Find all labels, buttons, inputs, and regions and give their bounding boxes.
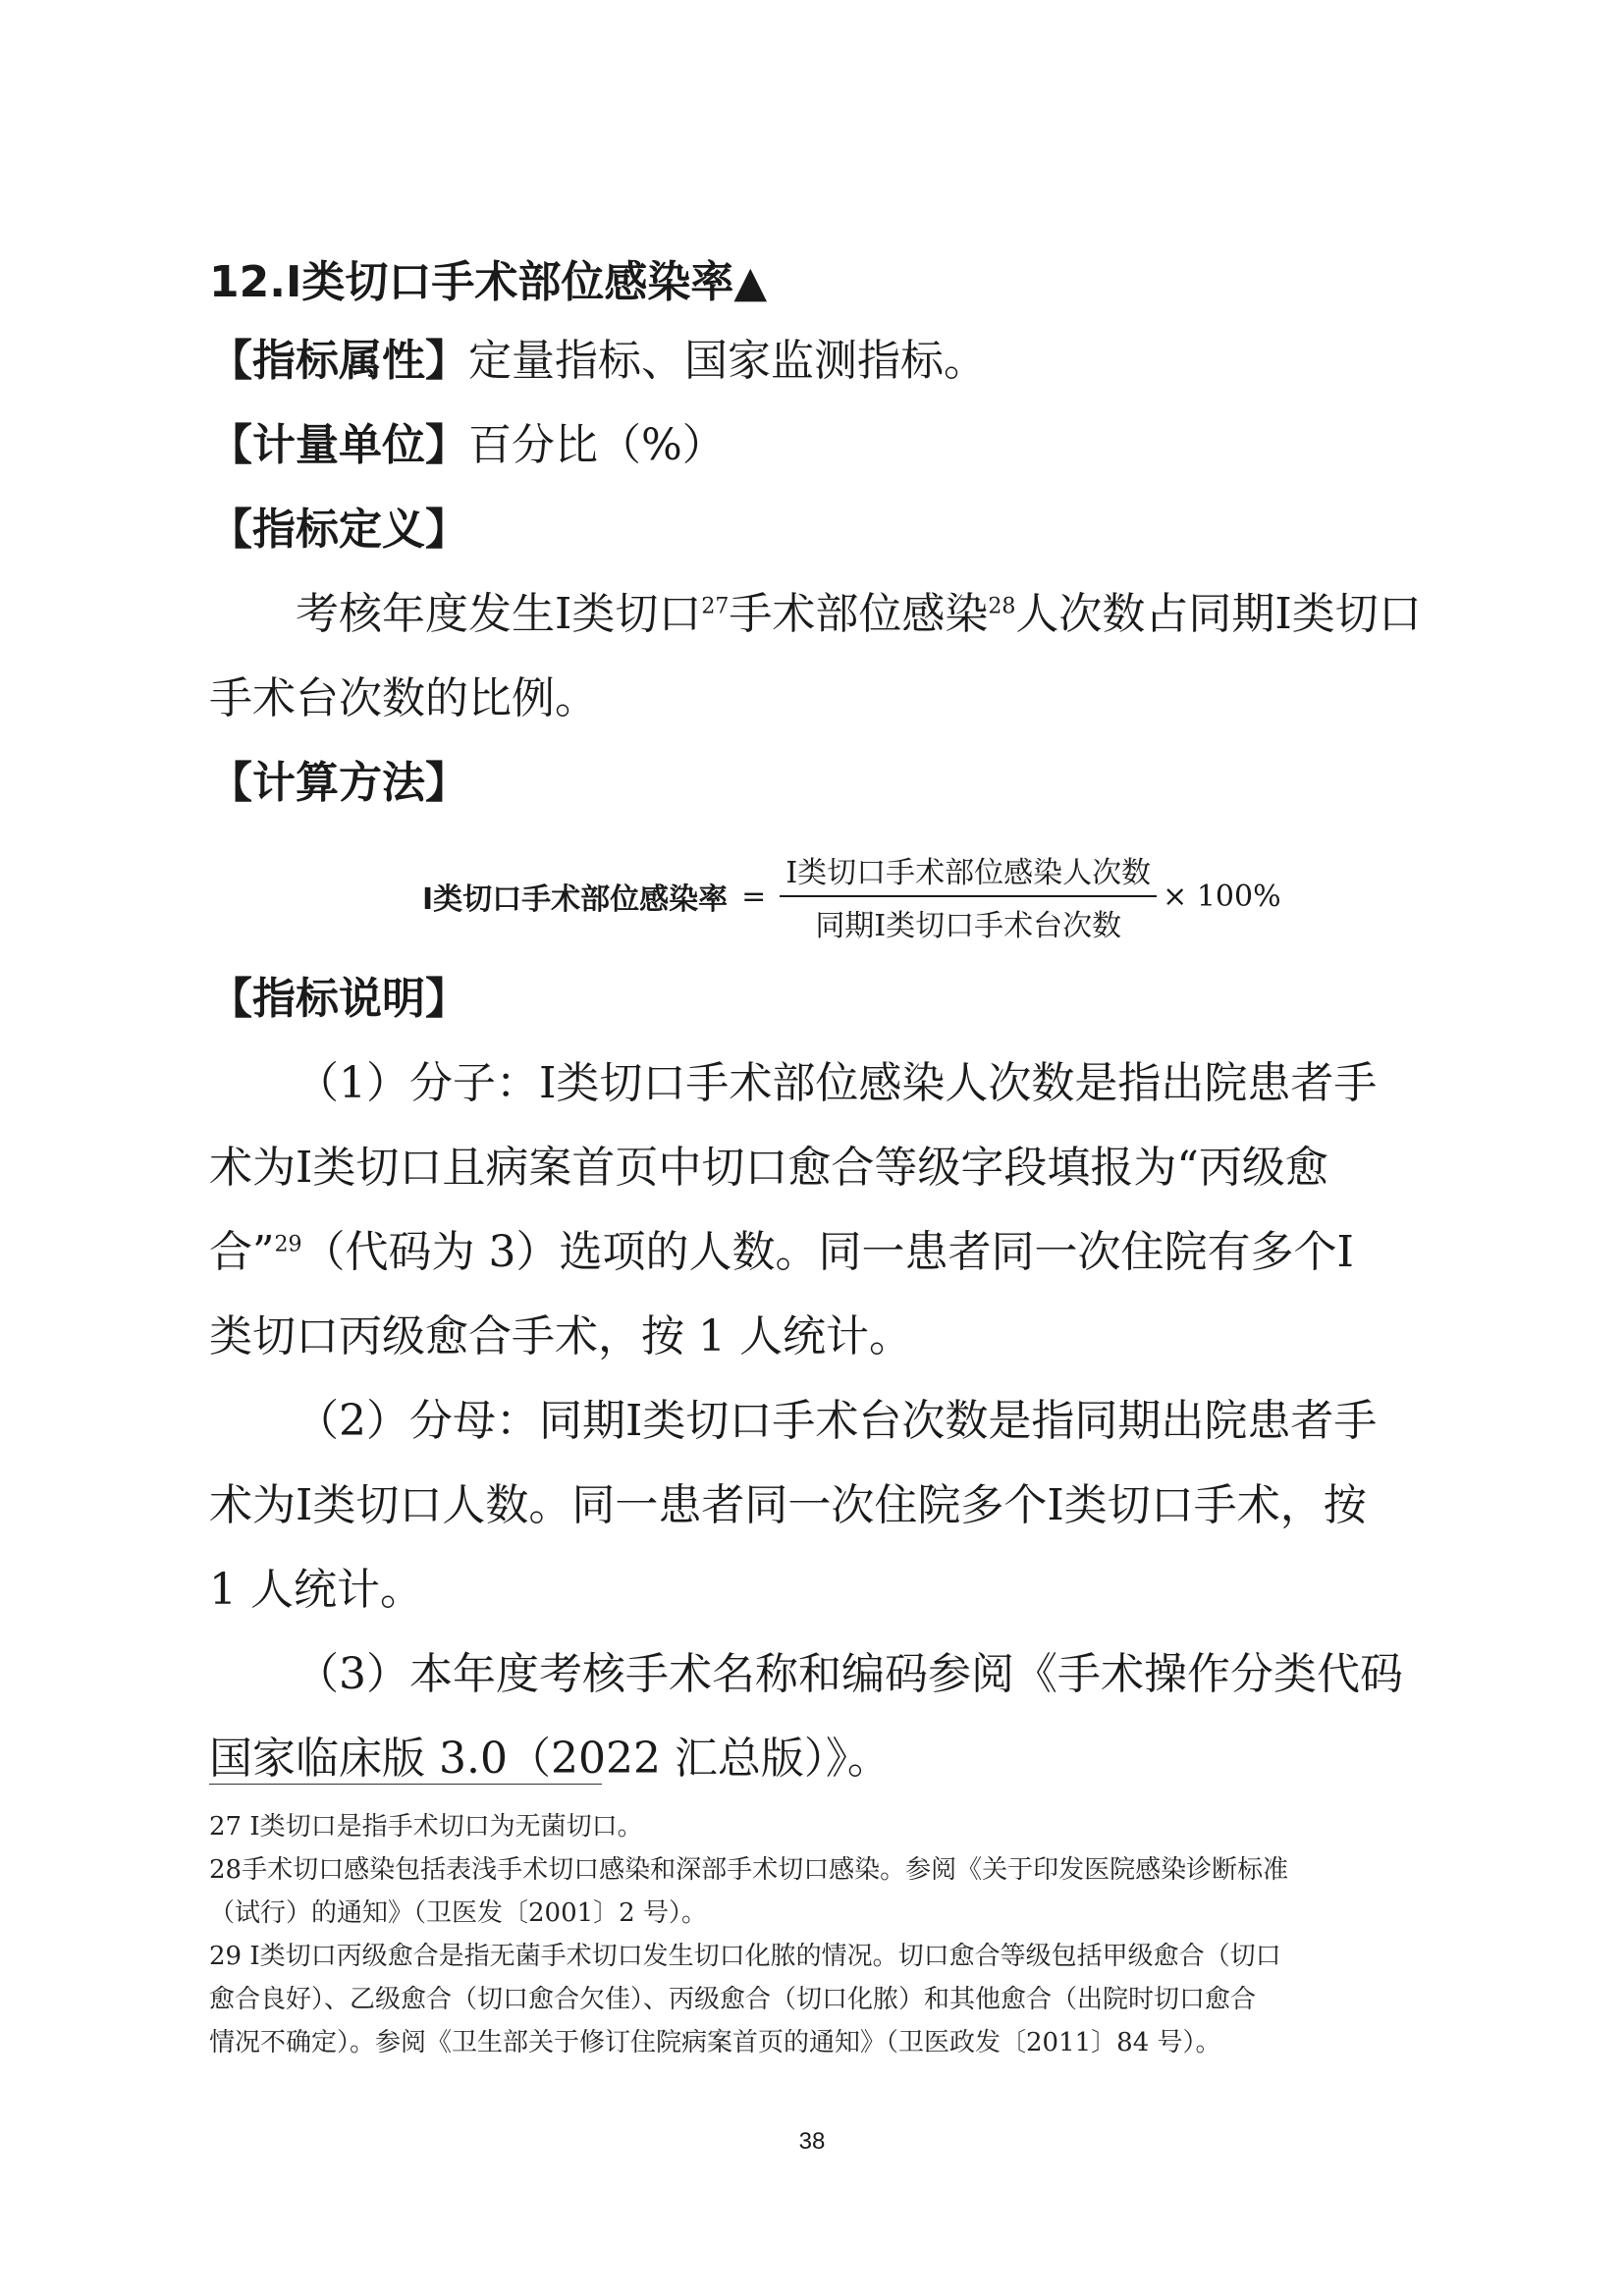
- note-line: 类切口丙级愈合手术，按 1 人统计。: [209, 1311, 912, 1362]
- footnote-28-line1: 28手术切口感染包括表浅手术切口感染和深部手术切口感染。参阅《关于印发医院感染诊断标准: [209, 1855, 1289, 1885]
- definition-heading: 【指标定义】: [209, 505, 468, 555]
- footnote-divider: [209, 1784, 602, 1785]
- note-line: 国家临床版 3.0（2022 汇总版）》。: [209, 1734, 891, 1784]
- definition-text-b: 手术部位感染: [729, 589, 989, 639]
- attribute-row: [209, 332, 1436, 391]
- unit-row: [209, 416, 1436, 475]
- formula-numerator: Ⅰ类切口手术部位感染人次数: [785, 856, 1152, 890]
- footnote-ref-28: 28: [988, 594, 1016, 619]
- formula-equals: =: [741, 879, 767, 914]
- note-line-with-ref: [209, 1223, 1436, 1282]
- note-line: 术为Ⅰ类切口人数。同一患者同一次住院多个Ⅰ类切口手术，按: [209, 1480, 1367, 1530]
- footnote-ref-29: 29: [274, 1232, 302, 1257]
- attribute-label: 【指标属性】: [209, 336, 468, 386]
- footnote-28-line2: （试行）的通知》（卫医发〔2001〕2 号）。: [209, 1898, 707, 1928]
- indicator-title: 12.Ⅰ类切口手术部位感染率▲: [209, 257, 768, 307]
- note-line: 1 人统计。: [209, 1565, 423, 1615]
- unit-value: 百分比（%）: [468, 420, 726, 470]
- definition-paragraph-line1: [296, 585, 1523, 644]
- footnote-ref-27: 27: [701, 594, 730, 619]
- definition-text-c: 人次数占同期Ⅰ类切口: [1015, 589, 1422, 639]
- note-line: （1）分子：Ⅰ类切口手术部位感染人次数是指出院患者手: [296, 1058, 1378, 1108]
- formula-multiplier: × 100%: [1163, 879, 1281, 914]
- definition-paragraph-line2: 手术台次数的比例。: [209, 673, 598, 723]
- formula-fraction: [780, 844, 1157, 948]
- method-heading: 【计算方法】: [209, 758, 468, 808]
- footnote-29-line3: 情况不确定）。参阅《卫生部关于修订住院病案首页的通知》（卫医政发〔2011〕84 号）。: [209, 2028, 1221, 2057]
- page-number: 38: [798, 2128, 826, 2155]
- note-text: （代码为 3）选项的人数。同一患者同一次住院有多个Ⅰ: [301, 1227, 1354, 1277]
- footnote-29-line2: 愈合良好）、乙级愈合（切口愈合欠佳）、丙级愈合（切口化脓）和其他愈合（出院时切口愈合: [209, 1985, 1257, 2014]
- note-line: （2）分母：同期Ⅰ类切口手术台次数是指同期出院患者手: [296, 1396, 1378, 1446]
- calculation-formula: [422, 842, 1365, 950]
- unit-label: 【计量单位】: [209, 420, 468, 470]
- formula-denominator: 同期Ⅰ类切口手术台次数: [815, 909, 1122, 943]
- notes-heading: 【指标说明】: [209, 974, 468, 1024]
- note-line: 术为Ⅰ类切口且病案首页中切口愈合等级字段填报为“丙级愈: [209, 1143, 1328, 1193]
- footnote-29-line1: 29 Ⅰ类切口丙级愈合是指无菌手术切口发生切口化脓的情况。切口愈合等级包括甲级愈合（切口: [209, 1942, 1281, 1971]
- note-line: （3）本年度考核手术名称和编码参阅《手术操作分类代码: [296, 1649, 1403, 1699]
- attribute-value: 定量指标、国家监测指标。: [468, 336, 987, 386]
- note-text-prefix: 合”: [209, 1227, 275, 1277]
- formula-lhs: Ⅰ类切口手术部位感染率: [422, 882, 729, 917]
- definition-text-a: 考核年度发生Ⅰ类切口: [296, 589, 702, 639]
- footnote-27: 27 Ⅰ类切口是指手术切口为无菌切口。: [209, 1812, 643, 1842]
